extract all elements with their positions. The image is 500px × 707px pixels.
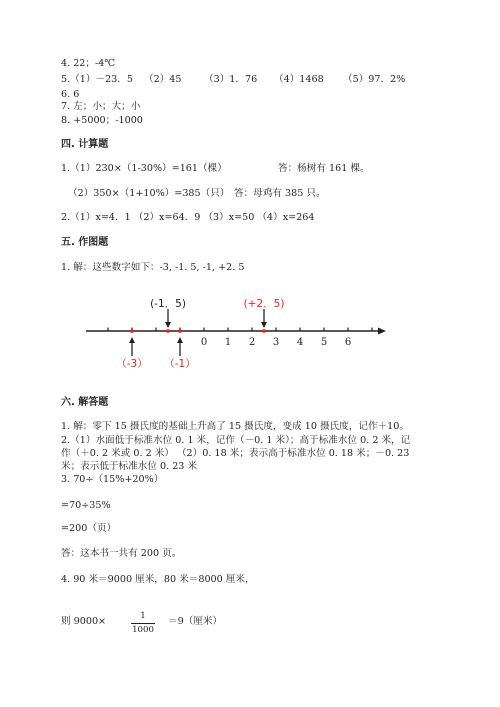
q1a-answer: 答：杨树有 161 棵。 — [278, 163, 370, 174]
fraction-bar — [131, 623, 155, 624]
answer-5-4: （4）1468 — [274, 74, 324, 85]
section-6-q3d: 答：这本书一共有 200 页。 — [61, 548, 182, 559]
number-point — [178, 329, 182, 333]
tick-label: 6 — [344, 337, 352, 348]
number-point — [166, 329, 170, 333]
q1b-formula: （2）350×（1+10%）=385（只） — [68, 188, 230, 199]
section-6-title: 六. 解答题 — [61, 397, 109, 408]
number-line-marks — [116, 298, 284, 370]
section-6-q2c: 米；表示低于标准水位 0. 23 米 — [61, 461, 198, 472]
section-4-title: 四. 计算题 — [61, 139, 109, 150]
q4b-fraction — [131, 611, 155, 636]
section-4-q2: 2.（1）x=4．1 （2）x=64．9 （3）x=50 （4）x=264 — [61, 212, 315, 223]
q1a-formula: 1.（1）230×（1-30%）=161（棵） — [61, 163, 227, 174]
pointer-arrowhead — [129, 337, 135, 343]
q4b-post: ＝9（厘米） — [168, 616, 223, 627]
tick-label: 0 — [200, 337, 208, 348]
answer-5-3: （3）1．76 — [204, 74, 258, 85]
section-6-q2b: 作（＋0. 2 米或 0. 2 米） （2）0. 18 米；表示高于标准水位 0. 18 米；－0. 23 — [61, 448, 410, 459]
pointer-arrowhead — [177, 337, 183, 343]
answer-5-5: （5）97．2% — [343, 74, 406, 85]
answer-5-1: 5.（1）－23．5 — [61, 74, 133, 85]
tick-label: 2 — [248, 337, 256, 348]
tick-label: 1 — [224, 337, 232, 348]
line-6: 6. 6 — [61, 89, 80, 100]
section-6-q3c: =200（页） — [61, 523, 117, 534]
number-label: （-1） — [164, 358, 196, 370]
section-5-q1: 1. 解：这些数字如下：-3, -1. 5, -1, +2. 5 — [61, 262, 245, 273]
number-point — [262, 329, 266, 333]
fraction-denominator: 1000 — [132, 625, 154, 635]
pointer-arrowhead — [261, 322, 267, 328]
number-label: (+2．5) — [243, 298, 285, 310]
section-6-q2a: 2.（1）水面低于标准水位 0. 1 米，记作（－0. 1 米）；高于标准水位 0. 2 米，记 — [61, 435, 411, 446]
section-6-q1: 1. 解：零下 15 摄氏度的基础上升高了 15 摄氏度，变成 10 摄氏度，记作＋10。 — [61, 421, 409, 432]
tick-label: 4 — [296, 337, 304, 348]
line-4: 4. 22；-4℃ — [61, 58, 116, 69]
number-line-arrow — [378, 328, 386, 335]
answer-5-2: （2）45 — [144, 74, 182, 85]
section-5-title: 五. 作图题 — [61, 237, 109, 248]
number-point — [130, 329, 134, 333]
number-label: (-1．5) — [150, 298, 186, 310]
section-6-q4a: 4. 90 米＝9000 厘米，80 米＝8000 厘米， — [61, 574, 255, 585]
fraction-numerator: 1 — [140, 611, 146, 621]
section-6-q3a: 3. 70÷（15%+20%） — [61, 474, 164, 485]
section-6-q3b: =70÷35% — [61, 500, 111, 511]
q1b-answer: 答：母鸡有 385 只。 — [234, 188, 326, 199]
q4b-pre: 则 9000× — [61, 616, 107, 627]
pointer-arrowhead — [165, 322, 171, 328]
line-8: 8. +5000；-1000 — [61, 115, 143, 126]
number-label: （-3） — [116, 358, 148, 370]
line-7: 7. 左；小；大；小 — [61, 101, 141, 112]
tick-label: 5 — [320, 337, 328, 348]
tick-label: 3 — [272, 337, 280, 348]
